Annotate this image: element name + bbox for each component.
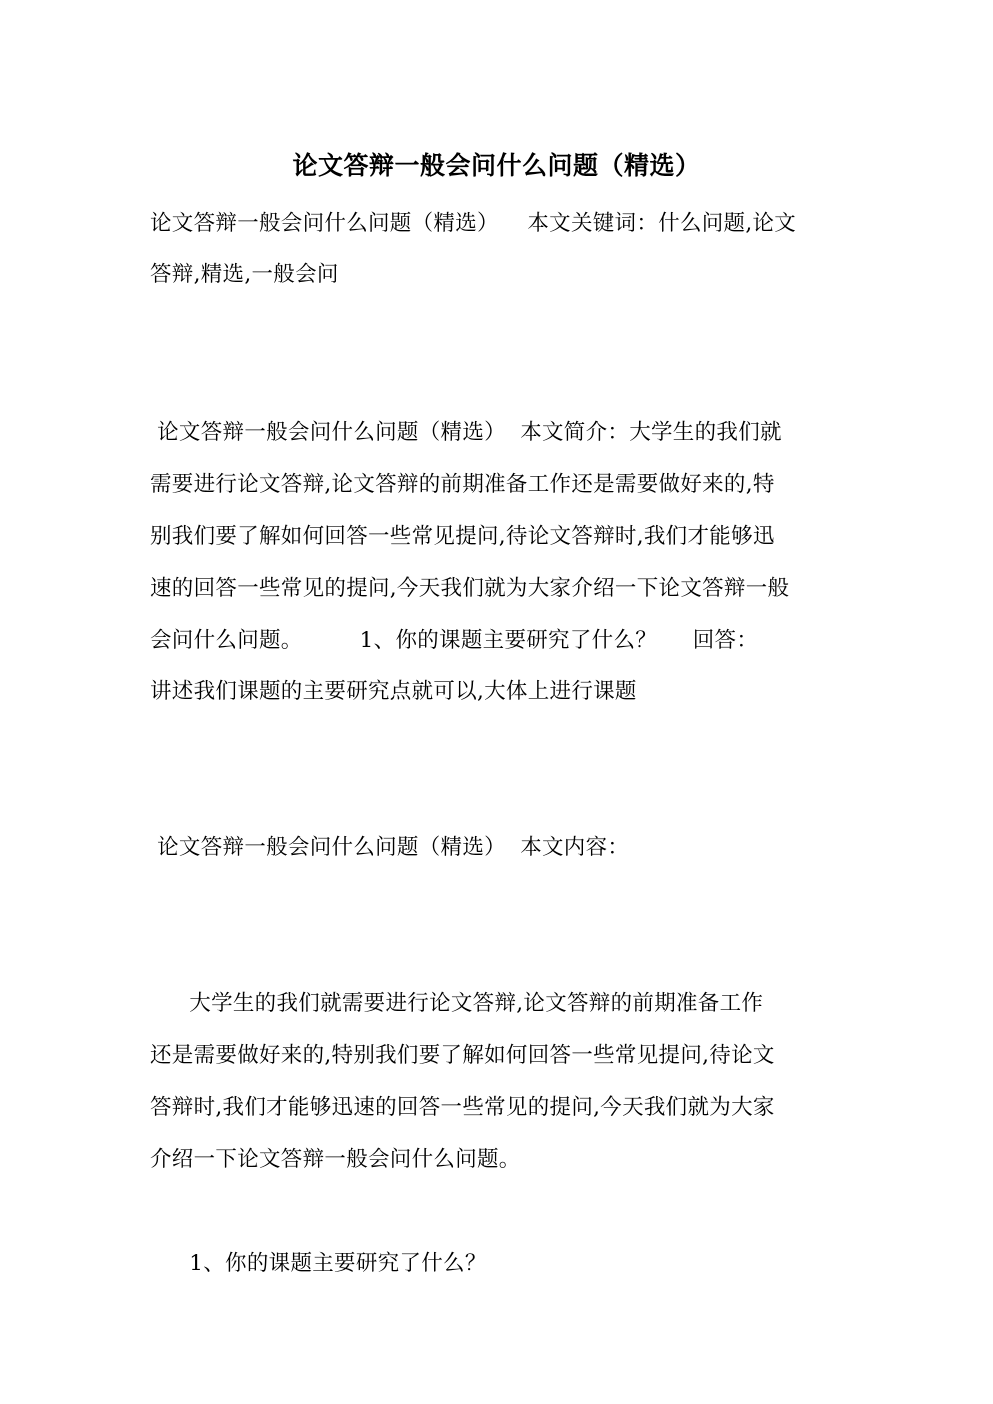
intro-line-5: 会问什么问题。 1、你的课题主要研究了什么？ 回答： bbox=[150, 628, 759, 653]
keywords-line-2: 答辩,精选,一般会问 bbox=[150, 262, 339, 287]
intro-line-2: 需要进行论文答辩,论文答辩的前期准备工作还是需要做好来的,特 bbox=[150, 472, 775, 497]
keywords-line-1: 论文答辩一般会问什么问题（精选） 本文关键词：什么问题,论文 bbox=[150, 211, 797, 236]
body-line-3: 答辩时,我们才能够迅速的回答一些常见的提问,今天我们就为大家 bbox=[150, 1095, 775, 1120]
intro-line-4: 速的回答一些常见的提问,今天我们就为大家介绍一下论文答辩一般 bbox=[150, 576, 790, 601]
document-title: 论文答辩一般会问什么问题（精选） bbox=[292, 151, 701, 180]
content-heading: 论文答辩一般会问什么问题（精选） 本文内容： bbox=[150, 835, 630, 860]
question-1: 1、你的课题主要研究了什么？ bbox=[175, 1251, 487, 1276]
body-line-1: 大学生的我们就需要进行论文答辩,论文答辩的前期准备工作 bbox=[175, 991, 764, 1016]
intro-line-1: 论文答辩一般会问什么问题（精选） 本文简介：大学生的我们就 bbox=[150, 420, 782, 445]
intro-line-3: 别我们要了解如何回答一些常见提问,待论文答辩时,我们才能够迅 bbox=[150, 524, 775, 549]
body-line-4: 介绍一下论文答辩一般会问什么问题。 bbox=[150, 1147, 521, 1172]
body-line-2: 还是需要做好来的,特别我们要了解如何回答一些常见提问,待论文 bbox=[150, 1043, 775, 1068]
intro-line-6: 讲述我们课题的主要研究点就可以,大体上进行课题 bbox=[150, 679, 637, 704]
